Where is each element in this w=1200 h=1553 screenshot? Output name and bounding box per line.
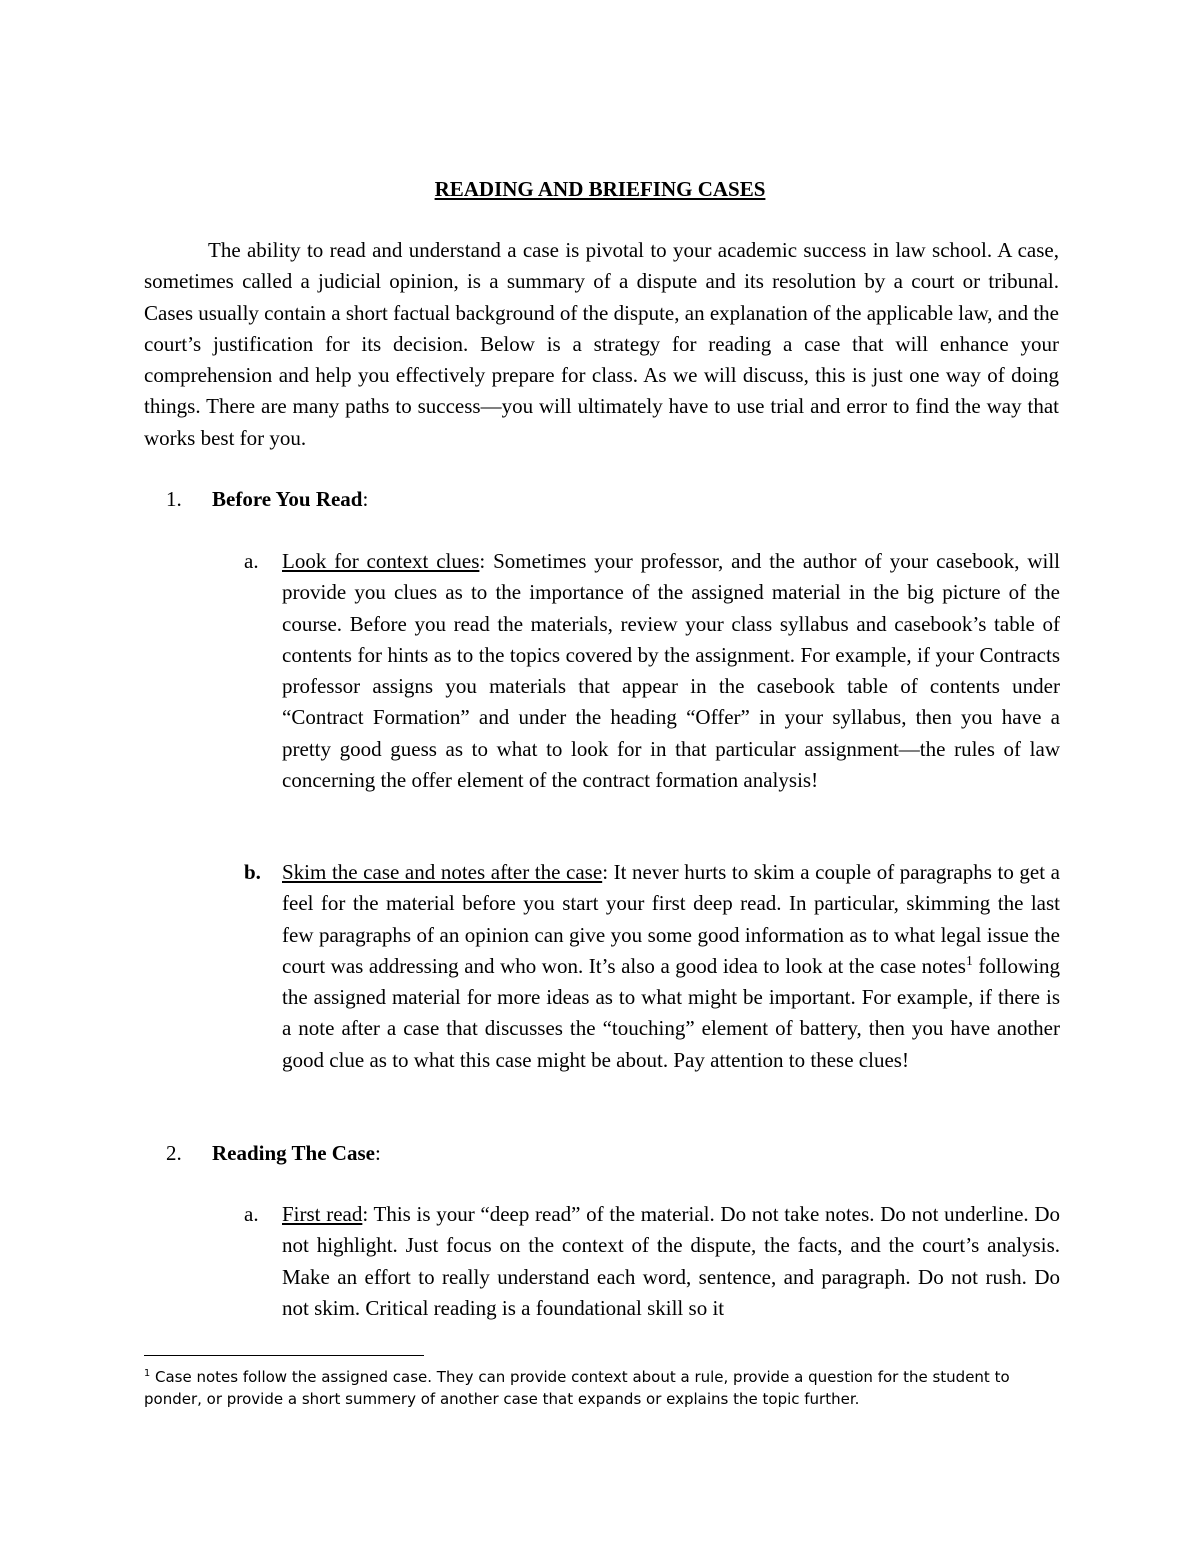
page-title: READING AND BRIEFING CASES	[434, 177, 766, 201]
footnote-text: Case notes follow the assigned case. They can provide context about a rule, provide a question for the student to ponder, or provide a short summery of another case that expands or explains the topic further.	[144, 1368, 1010, 1408]
section-title: Before You Read	[212, 487, 363, 511]
item-sep: :	[362, 1202, 369, 1226]
intro-text: The ability to read and understand a case is pivotal to your academic success in law school. A case, sometimes called a judicial opinion, is a summary of a dispute and its resolution by a court or tribunal. Cases usually contain a short factual background of the dispute, an explanation of the applicable law, and the court’s justification for its decision. Below is a strategy for reading a case that will enhance your comprehension and help you effectively prepare for class. As we will discuss, this is just one way of doing things. There are many paths to success—you will ultimately have to use trial and error to find the way that works best for you.	[144, 238, 1059, 450]
item-sep: :	[602, 860, 609, 884]
item-label: b.	[244, 860, 261, 884]
section-colon: :	[374, 1141, 381, 1165]
item-label: a.	[244, 1202, 259, 1226]
footnote-divider	[144, 1355, 424, 1356]
list-item-context-clues	[244, 546, 1060, 796]
item-paragraph	[282, 546, 1060, 796]
section-colon: :	[362, 487, 369, 511]
section-number: 1.	[166, 487, 182, 511]
list-item-first-read	[244, 1199, 1060, 1324]
section-heading-reading-the-case	[166, 1138, 381, 1168]
footnote	[144, 1366, 1059, 1410]
item-lead: Skim the case and notes after the case	[282, 860, 603, 884]
item-text: It never hurts to skim a couple of paragraphs to get a feel for the material before you start your first deep read. In particular, skimming the last few paragraphs of an opinion can give you some good information as to what legal issue the court was addressing and who won. It’s also a good idea to look at the case notes	[282, 860, 1060, 978]
footnote-reference[interactable]: 1	[965, 952, 973, 968]
item-sep: :	[479, 549, 486, 573]
item-text-continued: following the assigned material for more ideas as to what might be important. For example, if there is a note after a case that discusses the “touching” element of battery, then you have another good clue as to what this case might be about. Pay attention to these clues!	[282, 953, 1060, 1072]
item-label: a.	[244, 549, 259, 573]
section-heading-before-you-read	[166, 484, 368, 514]
list-item-skim-case	[244, 857, 1060, 1076]
item-text: Sometimes your professor, and the author of your casebook, will provide you clues as to the importance of the assigned material in the big picture of the course. Before you read the materials, review your class syllabus and casebook’s table of contents for hints as to the topics covered by the assignment. For example, if your Contracts professor assigns you materials that appear in the casebook table of contents under “Contract Formation” and under the heading “Offer” in your syllabus, then you have a pretty good guess as to what to look for in that particular assignment—the rules of law concerning the offer element of the contract formation analysis!	[282, 549, 1060, 793]
item-lead: First read	[282, 1202, 363, 1226]
item-paragraph	[282, 857, 1060, 1076]
item-paragraph	[282, 1199, 1060, 1324]
footnote-number: 1	[144, 1368, 151, 1379]
item-text: This is your “deep read” of the material. Do not take notes. Do not underline. Do not highlight. Just focus on the context of the dispute, the facts, and the court’s analysis. Make an effort to really understand each word, sentence, and paragraph. Do not rush. Do not skim. Critical reading is a foundational skill so it	[282, 1202, 1060, 1320]
item-lead: Look for context clues	[282, 549, 480, 573]
intro-paragraph	[144, 235, 1059, 454]
section-number: 2.	[166, 1141, 182, 1165]
section-title: Reading The Case	[212, 1141, 375, 1165]
